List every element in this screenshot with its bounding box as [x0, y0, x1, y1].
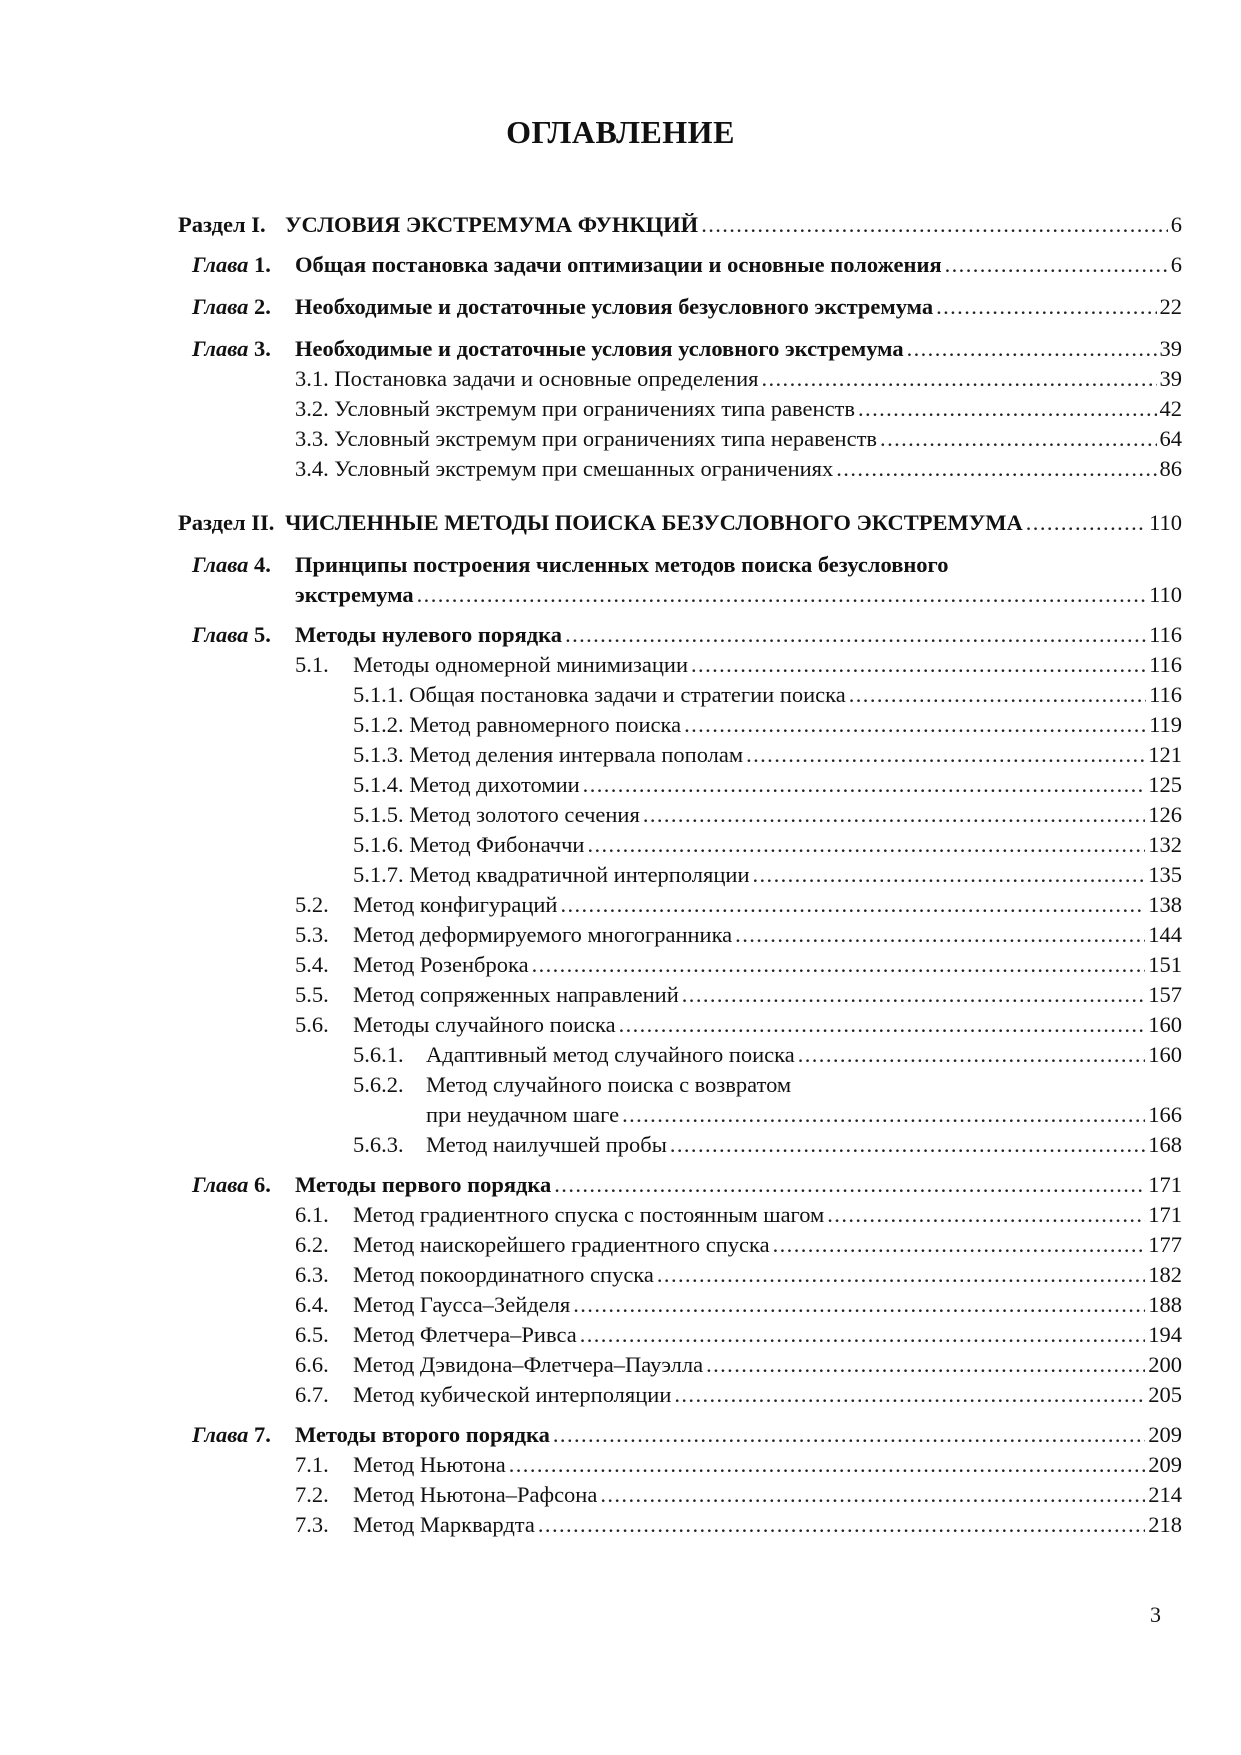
dot-leader [691, 650, 1146, 680]
toc-entry-label: 5.4. [295, 952, 329, 977]
dot-leader [643, 800, 1145, 830]
toc-subsection [178, 1380, 1182, 1410]
dot-leader [532, 950, 1146, 980]
toc-subsection [178, 454, 1182, 484]
toc-subsubsection [178, 830, 1182, 860]
toc-chapter [178, 250, 1182, 280]
toc-subsection [178, 920, 1182, 950]
toc-section [178, 210, 1182, 240]
dot-leader [682, 980, 1145, 1010]
dot-leader [573, 1290, 1145, 1320]
toc-entry-title: Общая постановка задачи оптимизации и основные положения [295, 252, 942, 277]
toc-subsection [178, 1230, 1182, 1260]
toc-section [178, 508, 1182, 538]
toc-entry-label: Глава 2. [192, 294, 271, 319]
dot-leader [880, 424, 1156, 454]
toc-entry-title: 5.1.3. Метод деления интервала пополам [353, 742, 744, 767]
page-number: 3 [1150, 1602, 1161, 1627]
toc-entry-page: 151 [1148, 952, 1182, 977]
toc-entry-title: УСЛОВИЯ ЭКСТРЕМУМА ФУНКЦИЙ [285, 212, 699, 237]
toc-subsubsection [178, 860, 1182, 890]
toc-entry-label: 5.6.3. [353, 1132, 404, 1157]
toc-entry-title: при неудачном шаге [426, 1102, 620, 1127]
dot-leader [538, 1510, 1145, 1540]
toc-entry-page: 209 [1148, 1422, 1182, 1447]
toc-entry-label: 7.1. [295, 1452, 329, 1477]
toc-entry-page: 171 [1148, 1172, 1182, 1197]
dot-leader [735, 920, 1145, 950]
toc-chapter-continuation [178, 580, 1182, 610]
dot-leader [587, 830, 1145, 860]
toc-entry-label: 7.3. [295, 1512, 329, 1537]
toc-entry-title: Метод градиентного спуска с постоянным шагом [353, 1202, 825, 1227]
dot-leader [836, 454, 1156, 484]
dot-leader [670, 1130, 1145, 1160]
toc-entry-label: 5.2. [295, 892, 329, 917]
toc-entry-title: 5.1.2. Метод равномерного поиска [353, 712, 682, 737]
toc-entry-title: Метод случайного поиска с возвратом [426, 1072, 792, 1097]
toc-entry-title: Метод наилучшей пробы [426, 1132, 667, 1157]
toc-subsection [178, 424, 1182, 454]
toc-subsubsection [178, 800, 1182, 830]
toc-chapter [178, 550, 1182, 580]
toc-entry-page: 110 [1149, 582, 1182, 607]
toc-entry-page: 182 [1148, 1262, 1182, 1287]
toc-entry-page: 171 [1148, 1202, 1182, 1227]
toc-entry-title: 3.1. Постановка задачи и основные определения [295, 366, 759, 391]
toc-entry-title: Метод покоординатного спуска [353, 1262, 654, 1287]
toc-subsubsection [178, 1130, 1182, 1160]
dot-leader [554, 1170, 1145, 1200]
toc-entry-page: 22 [1159, 294, 1182, 319]
toc-entry-title: Метод кубической интерполяции [353, 1382, 672, 1407]
toc-subsection [178, 980, 1182, 1010]
toc-subsection [178, 394, 1182, 424]
toc-entry-title: 5.1.7. Метод квадратичной интерполяции [353, 862, 750, 887]
toc-subsubsection [178, 680, 1182, 710]
toc-entry-label: 6.3. [295, 1262, 329, 1287]
toc-subsection [178, 1450, 1182, 1480]
dot-leader [657, 1260, 1145, 1290]
toc-entry-label: Раздел II. [178, 510, 275, 535]
toc-entry-label: Глава 5. [192, 622, 271, 647]
toc-entry-title: Метод Ньютона [353, 1452, 506, 1477]
dot-leader [701, 210, 1168, 240]
dot-leader [849, 680, 1146, 710]
dot-leader [674, 1380, 1145, 1410]
dot-leader [936, 292, 1156, 322]
toc-subsection [178, 890, 1182, 920]
dot-leader [753, 860, 1146, 890]
dot-leader [565, 620, 1146, 650]
toc-entry-page: 177 [1148, 1232, 1182, 1257]
toc-entry-label: 6.7. [295, 1382, 329, 1407]
toc-subsubsection [178, 1070, 1182, 1100]
dot-leader [858, 394, 1156, 424]
toc-entry-title: Метод сопряженных направлений [353, 982, 679, 1007]
toc-entry-label: Глава 1. [192, 252, 271, 277]
toc-entry-page: 39 [1159, 336, 1182, 361]
toc-entry-page: 160 [1148, 1042, 1182, 1067]
dot-leader [827, 1200, 1145, 1230]
toc-entry-label: Раздел I. [178, 212, 266, 237]
toc-entry-title: 5.1.5. Метод золотого сечения [353, 802, 640, 827]
toc-subsection [178, 1320, 1182, 1350]
toc-entry-page: 209 [1148, 1452, 1182, 1477]
toc-entry-page: 126 [1148, 802, 1182, 827]
dot-leader [622, 1100, 1145, 1130]
toc-entry-title: Необходимые и достаточные условия безусловного экстремума [295, 294, 934, 319]
dot-leader [619, 1010, 1146, 1040]
toc-entry-title: Методы второго порядка [295, 1422, 550, 1447]
dot-leader [773, 1230, 1146, 1260]
toc-subsection [178, 1200, 1182, 1230]
dot-leader [417, 580, 1146, 610]
toc-subsection [178, 1010, 1182, 1040]
toc-entry-page: 121 [1148, 742, 1182, 767]
table-of-contents [178, 210, 1182, 1540]
toc-entry-page: 116 [1149, 652, 1182, 677]
toc-entry-title: Метод конфигураций [353, 892, 558, 917]
toc-entry-title: экстремума [295, 582, 414, 607]
toc-entry-page: 64 [1159, 426, 1182, 451]
toc-entry-label: Глава 3. [192, 336, 271, 361]
toc-entry-page: 218 [1148, 1512, 1182, 1537]
toc-entry-page: 6 [1170, 212, 1182, 237]
toc-subsubsection [178, 1040, 1182, 1070]
toc-entry-label: 6.1. [295, 1202, 329, 1227]
toc-entry-label: Глава 7. [192, 1422, 271, 1447]
dot-leader [1026, 508, 1146, 538]
toc-entry-page: 138 [1148, 892, 1182, 917]
dot-leader [761, 364, 1156, 394]
toc-entry-title: Метод Дэвидона–Флетчера–Пауэлла [353, 1352, 704, 1377]
toc-entry-page: 205 [1148, 1382, 1182, 1407]
toc-entry-title: 5.1.1. Общая постановка задачи и стратегии поиска [353, 682, 846, 707]
toc-subsection [178, 1510, 1182, 1540]
toc-entry-page: 110 [1149, 510, 1182, 535]
toc-entry-label: 5.5. [295, 982, 329, 1007]
toc-entry-page: 188 [1148, 1292, 1182, 1317]
toc-chapter [178, 620, 1182, 650]
toc-entry-title: Метод Розенброка [353, 952, 529, 977]
toc-entry-label: 5.6. [295, 1012, 329, 1037]
dot-leader [746, 740, 1145, 770]
toc-subsection [178, 650, 1182, 680]
toc-entry-label: 5.6.2. [353, 1072, 404, 1097]
dot-leader [706, 1350, 1145, 1380]
toc-entry-label: 5.6.1. [353, 1042, 404, 1067]
toc-entry-title: ЧИСЛЕННЫЕ МЕТОДЫ ПОИСКА БЕЗУСЛОВНОГО ЭКСТРЕМУМА [285, 510, 1023, 535]
toc-entry-label: 5.1. [295, 652, 329, 677]
toc-subsubsection [178, 740, 1182, 770]
toc-entry-title: Метод деформируемого многогранника [353, 922, 733, 947]
dot-leader [580, 1320, 1146, 1350]
toc-entry-title: 5.1.4. Метод дихотомии [353, 772, 580, 797]
toc-subsection [178, 364, 1182, 394]
toc-entry-page: 6 [1170, 252, 1182, 277]
toc-entry-title: Методы одномерной минимизации [353, 652, 689, 677]
toc-entry-page: 39 [1159, 366, 1182, 391]
toc-chapter [178, 1420, 1182, 1450]
toc-entry-title: Методы случайного поиска [353, 1012, 616, 1037]
toc-subsection [178, 1480, 1182, 1510]
toc-entry-page: 125 [1148, 772, 1182, 797]
toc-entry-page: 116 [1149, 622, 1182, 647]
toc-entry-label: 6.6. [295, 1352, 329, 1377]
toc-subsection [178, 1260, 1182, 1290]
toc-entry-title: Метод Гаусса–Зейделя [353, 1292, 571, 1317]
toc-entry-page: 200 [1148, 1352, 1182, 1377]
toc-entry-page: 86 [1159, 456, 1182, 481]
toc-entry-page: 42 [1159, 396, 1182, 421]
toc-entry-title: Метод Ньютона–Рафсона [353, 1482, 598, 1507]
toc-entry-page: 132 [1148, 832, 1182, 857]
toc-entry-label: Глава 4. [192, 552, 271, 577]
toc-subsection [178, 1350, 1182, 1380]
dot-leader [509, 1450, 1146, 1480]
toc-entry-page: 144 [1148, 922, 1182, 947]
toc-entry-title: Методы первого порядка [295, 1172, 552, 1197]
toc-entry-page: 119 [1149, 712, 1182, 737]
toc-entry-title: 5.1.6. Метод Фибоначчи [353, 832, 585, 857]
toc-chapter [178, 1170, 1182, 1200]
toc-entry-title: 3.2. Условный экстремум при ограничениях типа равенств [295, 396, 856, 421]
toc-chapter [178, 292, 1182, 322]
toc-subsection [178, 950, 1182, 980]
toc-entry-title: Метод Флетчера–Ривса [353, 1322, 577, 1347]
toc-entry-title: Необходимые и достаточные условия условного экстремума [295, 336, 904, 361]
toc-subsubsection-continuation [178, 1100, 1182, 1130]
dot-leader [798, 1040, 1146, 1070]
toc-entry-title: Методы нулевого порядка [295, 622, 563, 647]
dot-leader [907, 334, 1157, 364]
toc-entry-page: 160 [1148, 1012, 1182, 1037]
toc-entry-title: Метод Марквардта [353, 1512, 535, 1537]
dot-leader [553, 1420, 1145, 1450]
toc-entry-page: 157 [1148, 982, 1182, 1007]
toc-entry-page: 116 [1149, 682, 1182, 707]
toc-entry-label: 6.5. [295, 1322, 329, 1347]
toc-entry-page: 194 [1148, 1322, 1182, 1347]
toc-entry-label: Глава 6. [192, 1172, 271, 1197]
toc-entry-label: 7.2. [295, 1482, 329, 1507]
toc-entry-label: 6.4. [295, 1292, 329, 1317]
toc-subsubsection [178, 770, 1182, 800]
toc-entry-label: 6.2. [295, 1232, 329, 1257]
toc-subsubsection [178, 710, 1182, 740]
toc-entry-page: 168 [1148, 1132, 1182, 1157]
dot-leader [583, 770, 1146, 800]
toc-entry-title: Принципы построения численных методов поиска безусловного [295, 552, 949, 577]
toc-entry-title: Метод наискорейшего градиентного спуска [353, 1232, 770, 1257]
toc-entry-title: 3.4. Условный экстремум при смешанных ограничениях [295, 456, 834, 481]
toc-entry-page: 166 [1148, 1102, 1182, 1127]
dot-leader [560, 890, 1145, 920]
toc-entry-label: 5.3. [295, 922, 329, 947]
toc-entry-title: Адаптивный метод случайного поиска [426, 1042, 795, 1067]
toc-entry-page: 214 [1148, 1482, 1182, 1507]
page-title: ОГЛАВЛЕНИЕ [506, 114, 735, 150]
dot-leader [600, 1480, 1145, 1510]
toc-chapter [178, 334, 1182, 364]
toc-subsection [178, 1290, 1182, 1320]
dot-leader [945, 250, 1168, 280]
toc-entry-page: 135 [1148, 862, 1182, 887]
dot-leader [684, 710, 1146, 740]
toc-entry-title: 3.3. Условный экстремум при ограничениях типа неравенств [295, 426, 878, 451]
